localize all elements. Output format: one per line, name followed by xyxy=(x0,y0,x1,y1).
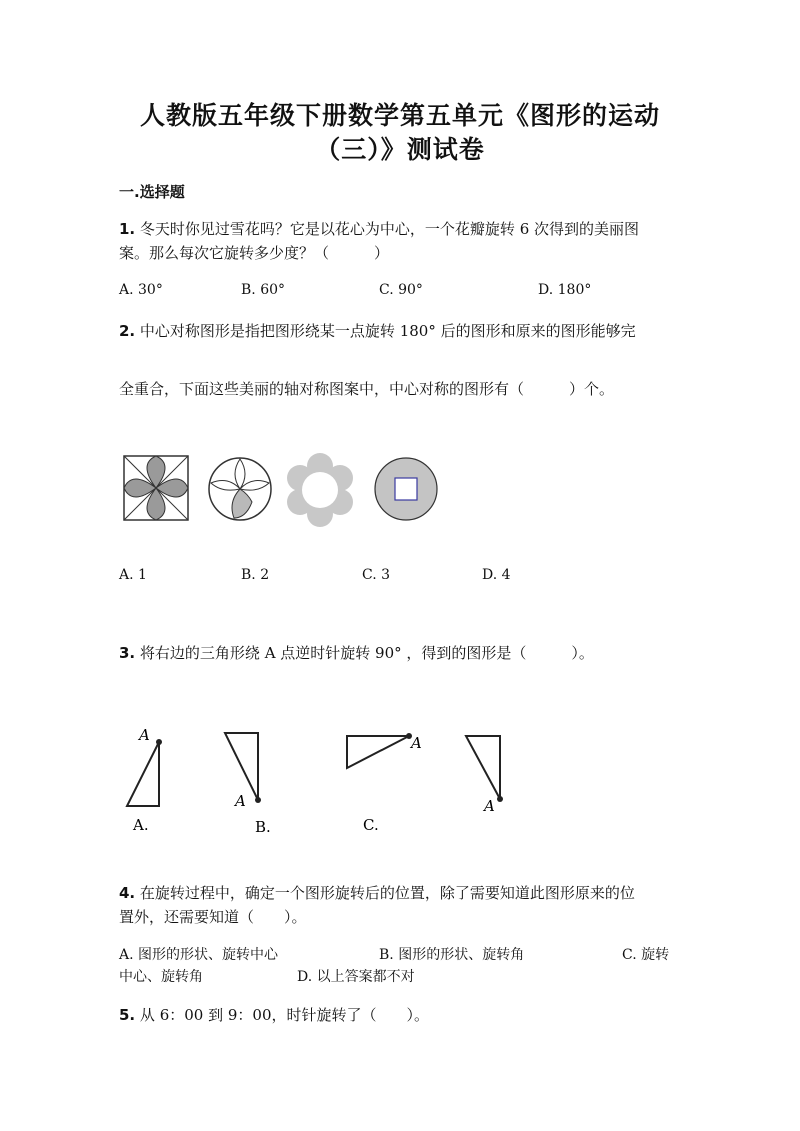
q4-option-b[interactable]: B. 图形的形状、旋转角 xyxy=(379,947,525,963)
question-5-line-1 xyxy=(119,1004,429,1025)
question-4-text-2: 置外，还需要知道（ ）。 xyxy=(119,908,307,926)
q2-option-c[interactable]: C. 3 xyxy=(362,567,391,583)
question-5-text-1: 从 6：00 到 9：00，时针旋转了（ ）。 xyxy=(139,1006,429,1024)
q3-original-triangle xyxy=(466,736,503,815)
q3-figure-a xyxy=(127,726,162,834)
question-3-line-1 xyxy=(119,642,594,663)
question-3-figures xyxy=(115,722,535,842)
q2-option-b[interactable]: B. 2 xyxy=(241,567,270,583)
question-2-number: 2. xyxy=(119,322,136,340)
q4-option-a[interactable]: A. 图形的形状、旋转中心 xyxy=(119,947,279,963)
q1-option-a[interactable]: A. 30° xyxy=(119,282,163,298)
q3-label-c[interactable]: C. xyxy=(363,816,379,834)
six-petal-flower-figure xyxy=(287,453,353,527)
q3-figure-c xyxy=(347,733,422,834)
q4-option-c-part-2[interactable]: 中心、旋转角 xyxy=(119,969,203,985)
q4-option-d[interactable]: D. 以上答案都不对 xyxy=(297,969,415,985)
q3-label-a[interactable]: A. xyxy=(133,816,149,834)
question-1-text-1: 冬天时你见过雪花吗？它是以花心为中心，一个花瓣旋转 6 次得到的美丽图 xyxy=(139,220,640,238)
q2-option-a[interactable]: A. 1 xyxy=(119,567,147,583)
q3-point-label-b: A xyxy=(235,792,246,810)
question-4-line-1 xyxy=(119,882,635,903)
question-1-text-2: 案。那么每次它旋转多少度？（ ） xyxy=(119,244,390,262)
question-1-line-1 xyxy=(119,218,639,239)
question-4-number: 4. xyxy=(119,884,136,902)
question-3-number: 3. xyxy=(119,644,136,662)
question-5-number: 5. xyxy=(119,1006,136,1024)
q1-option-d[interactable]: D. 180° xyxy=(538,282,592,298)
question-2-text-2: 全重合，下面这些美丽的轴对称图案中，中心对称的图形有（ ）个。 xyxy=(119,380,615,398)
q3-point-label-a: A xyxy=(139,726,150,744)
question-4-text-1: 在旋转过程中，确定一个图形旋转后的位置，除了需要知道此图形原来的位 xyxy=(139,884,635,902)
question-2-figures xyxy=(118,450,448,528)
page-title-line-2: （三）》测试卷 xyxy=(315,135,485,164)
question-2-line-1 xyxy=(119,320,636,341)
coin-square-hole-figure xyxy=(375,458,437,520)
q4-option-c-part-1[interactable]: C. 旋转 xyxy=(622,947,670,963)
question-3-text-1: 将右边的三角形绕 A 点逆时针旋转 90° ，得到的图形是（ ）。 xyxy=(139,644,594,662)
question-2-text-1: 中心对称图形是指把图形绕某一点旋转 180° 后的图形和原来的图形能够完 xyxy=(139,322,636,340)
section-heading: 一.选择题 xyxy=(119,183,185,201)
q3-point-label-original: A xyxy=(484,797,495,815)
q2-option-d[interactable]: D. 4 xyxy=(482,567,511,583)
q3-label-b[interactable]: B. xyxy=(255,818,271,836)
q1-option-b[interactable]: B. 60° xyxy=(241,282,286,298)
q1-option-c[interactable]: C. 90° xyxy=(379,282,423,298)
q3-point-label-c: A xyxy=(411,734,422,752)
question-1-number: 1. xyxy=(119,220,136,238)
square-petal-figure xyxy=(124,456,188,520)
q3-figure-b xyxy=(225,733,271,836)
page-title-line-1: 人教版五年级下册数学第五单元《图形的运动 xyxy=(139,101,660,130)
circle-three-petal-figure xyxy=(209,458,271,520)
